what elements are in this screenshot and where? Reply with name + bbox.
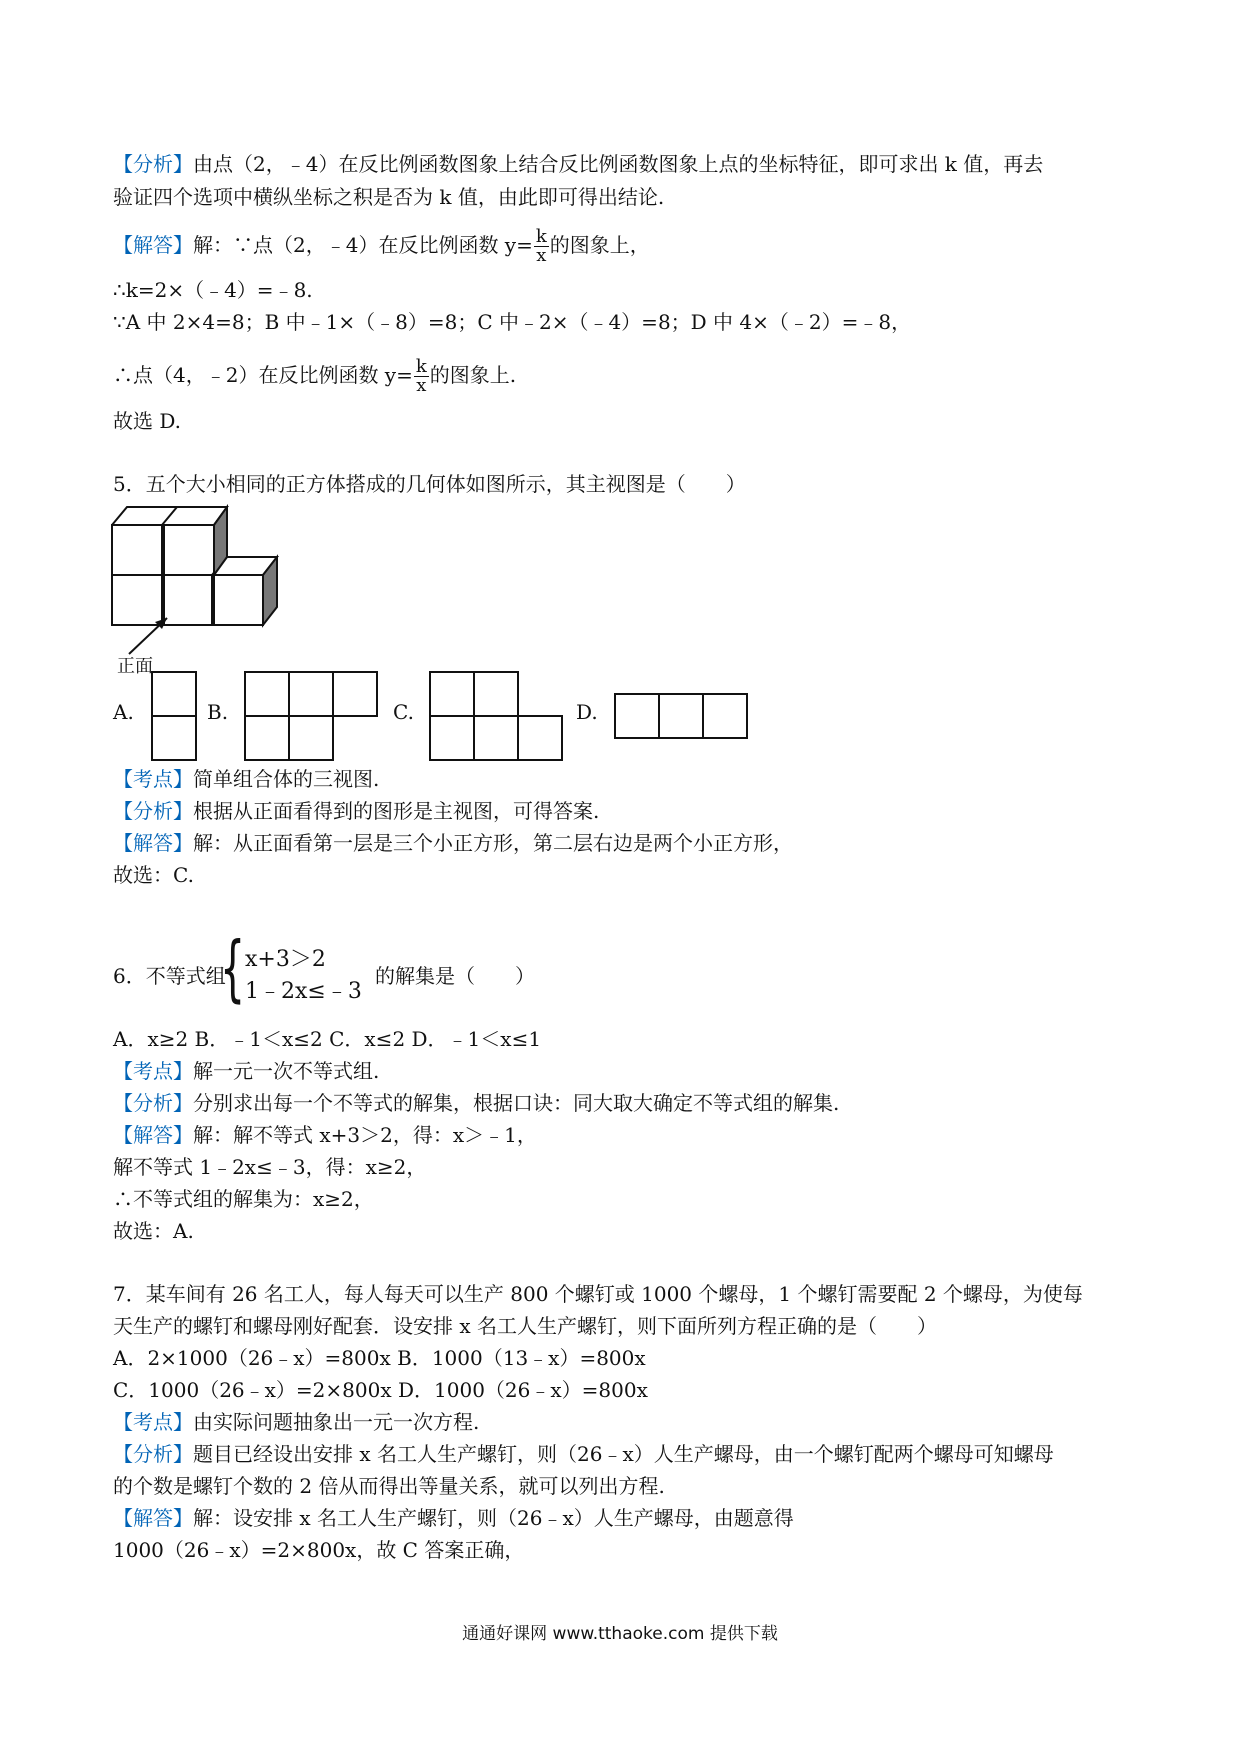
q6-choice: 故选：A.	[113, 1219, 194, 1243]
front-label: 正面	[117, 656, 153, 675]
q6-point: 【考点】解一元一次不等式组.	[113, 1059, 380, 1083]
q7-stem1: 7．某车间有 26 名工人，每人每天可以生产 800 个螺钉或 1000 个螺母，1 个螺钉需要配 2 个螺母，为使每	[113, 1282, 1083, 1306]
option-d-figure	[613, 692, 753, 742]
option-b-figure	[243, 670, 383, 762]
cube-face	[112, 525, 164, 575]
q6-answer3: ∴不等式组的解集为：x≥2，	[113, 1187, 374, 1211]
page-footer: 通通好课网 www.tthaoke.com 提供下载	[462, 1624, 778, 1644]
option-a-figure	[150, 670, 200, 762]
cube-shaded-side	[263, 557, 277, 625]
q7-point: 【考点】由实际问题抽象出一元一次方程.	[113, 1410, 480, 1434]
q7-answer1: 【解答】解：设安排 x 名工人生产螺钉，则（26﹣x）人生产螺母，由题意得	[113, 1506, 794, 1530]
square	[615, 694, 659, 738]
q7-analysis2: 的个数是螺钉个数的 2 倍从而得出等量关系，就可以列出方程.	[113, 1474, 665, 1498]
q5-cube-figure	[105, 500, 295, 675]
document-page: 【分析】由点（2，﹣4）在反比例函数图象上结合反比例函数图象上点的坐标特征，即可求出 k 值，再去 验证四个选项中横纵坐标之积是否为 k 值，由此即可得出结论. 【解答】解：∵点（2，﹣4）在反比例函数 y= $\frac{k}{x}$ 的图象上， ∴k=2×（﹣4）=﹣8. ∵A 中 2×4=8；B 中﹣1×（﹣8）=8；C 中﹣2×（﹣4）=8；D 中 4×（﹣2）=﹣8， ∴点（4，﹣2）在反比例函数 y= $\frac{k}{x}$ 的图象上. 故选 D. 5．五个大小相同的正方体搭成的几何体如图所示，其主视图是（ ） 正面 A. B. C. D. 【考点】简单组合体的三视图. 【分析】根据从正面看得到的图形是主视图，可得答案. 【解答】解：从正面看第一层是三个小正方形，第二层右边是两个小正方形， 故选：C. 6．不等式组 { x+3＞2 1﹣2x≤﹣3 的解集是（ ） A．x≥2 B．﹣1＜x≤2 C．x≤2 D．﹣1＜x≤1 【考点】解一元一次不等式组. 【分析】分别求出每一个不等式的解集，根据口诀：同大取大确定不等式组的解集. 【解答】解：解不等式 x+3＞2，得：x＞﹣1， 解不等式 1﹣2x≤﹣3，得：x≥2， ∴不等式组的解集为：x≥2， 故选：A. 7．某车间有 26 名工人，每人每天可以生产 800 个螺钉或 1000 个螺母，1 个螺钉需要配 2 个螺母，为使每 天生产的螺钉和螺母刚好配套．设安排 x 名工人生产螺钉，则下面所列方程正确的是（ ） A．2×1000（26﹣x）=800x B．1000（13﹣x）=800x C．1000（26﹣x）=2×800x D．1000（26﹣x）=800x 【考点】由实际问题抽象出一元一次方程. 【分析】题目已经设出安排 x 名工人生产螺钉，则（26﹣x）人生产螺母，由一个螺钉配两个螺母可知螺母 的个数是螺钉个数的 2 倍从而得出等量关系，就可以列出方程. 【解答】解：设安排 x 名工人生产螺钉，则（26﹣x）人生产螺母，由题意得 1000（26﹣x）=2×800x，故 C 答案正确， 通通好课网 www.tthaoke.com 提供下载	[0, 0, 1240, 1754]
inequality-1: x+3＞2	[245, 947, 326, 972]
q7-answer2: 1000（26﹣x）=2×800x，故 C 答案正确，	[113, 1538, 525, 1562]
system-brace: {	[220, 926, 246, 1010]
square	[152, 672, 196, 716]
q4-answer-line4: ∴点（4，﹣2）在反比例函数 y= $\frac{k}{x}$ 的图象上.	[113, 356, 517, 396]
cube-face	[212, 575, 263, 625]
q7-stem2: 天生产的螺钉和螺母刚好配套．设安排 x 名工人生产螺钉，则下面所列方程正确的是（ ）	[113, 1314, 937, 1338]
square	[659, 694, 703, 738]
inequality-2: 1﹣2x≤﹣3	[245, 979, 362, 1004]
square	[289, 672, 333, 716]
option-a-label: A.	[113, 700, 134, 724]
square	[430, 672, 474, 716]
square	[474, 716, 518, 760]
q7-analysis1: 【分析】题目已经设出安排 x 名工人生产螺钉，则（26﹣x）人生产螺母，由一个螺钉配两个螺母可知螺母	[113, 1442, 1054, 1466]
cube-shaded-side	[214, 507, 227, 575]
q5-answer: 【解答】解：从正面看第一层是三个小正方形，第二层右边是两个小正方形，	[113, 831, 793, 855]
option-d-label: D.	[576, 700, 598, 724]
fraction-k-over-x: $\frac{k}{x}$	[535, 226, 547, 266]
q6-analysis: 【分析】分别求出每一个不等式的解集，根据口诀：同大取大确定不等式组的解集.	[113, 1091, 840, 1115]
square	[245, 716, 289, 760]
q6-options: A．x≥2 B．﹣1＜x≤2 C．x≤2 D．﹣1＜x≤1	[113, 1027, 542, 1051]
q6-answer2: 解不等式 1﹣2x≤﹣3，得：x≥2，	[113, 1155, 427, 1179]
q4-analysis-line2: 验证四个选项中横纵坐标之积是否为 k 值，由此即可得出结论.	[113, 185, 665, 209]
option-c-figure	[428, 670, 568, 762]
answer-tag: 【解答】	[113, 233, 193, 257]
square	[518, 716, 562, 760]
square	[474, 672, 518, 716]
square	[703, 694, 747, 738]
fraction-k-over-x: $\frac{k}{x}$	[415, 356, 427, 396]
cube-face	[162, 525, 214, 575]
q7-options-cd: C．1000（26﹣x）=2×800x D．1000（26﹣x）=800x	[113, 1378, 648, 1402]
q4-answer-line2: ∴k=2×（﹣4）=﹣8.	[113, 278, 313, 302]
square	[245, 672, 289, 716]
analysis-tag: 【分析】	[113, 152, 193, 176]
cube-face	[162, 575, 214, 625]
q5-stem: 5．五个大小相同的正方体搭成的几何体如图所示，其主视图是（ ）	[113, 472, 746, 496]
square	[152, 716, 196, 760]
square	[289, 716, 333, 760]
square	[430, 716, 474, 760]
q7-options-ab: A．2×1000（26﹣x）=800x B．1000（13﹣x）=800x	[113, 1346, 646, 1370]
q6-answer1: 【解答】解：解不等式 x+3＞2，得：x＞﹣1，	[113, 1123, 537, 1147]
q5-analysis: 【分析】根据从正面看得到的图形是主视图，可得答案.	[113, 799, 600, 823]
square	[333, 672, 377, 716]
cube-edge	[162, 507, 177, 525]
option-b-label: B.	[207, 700, 229, 724]
q4-answer-line3: ∵A 中 2×4=8；B 中﹣1×（﹣8）=8；C 中﹣2×（﹣4）=8；D 中 4×（﹣2）=﹣8，	[113, 310, 912, 334]
q5-point: 【考点】简单组合体的三视图.	[113, 767, 380, 791]
q4-analysis-line1: 【分析】由点（2，﹣4）在反比例函数图象上结合反比例函数图象上点的坐标特征，即可求出 k 值，再去	[113, 152, 1044, 176]
q5-choice: 故选：C.	[113, 863, 194, 887]
cube-face	[112, 575, 164, 625]
option-c-label: C.	[393, 700, 414, 724]
q4-choice: 故选 D.	[113, 409, 182, 433]
q4-answer-line1: 【解答】解：∵点（2，﹣4）在反比例函数 y= $\frac{k}{x}$ 的图象上，	[113, 226, 650, 266]
